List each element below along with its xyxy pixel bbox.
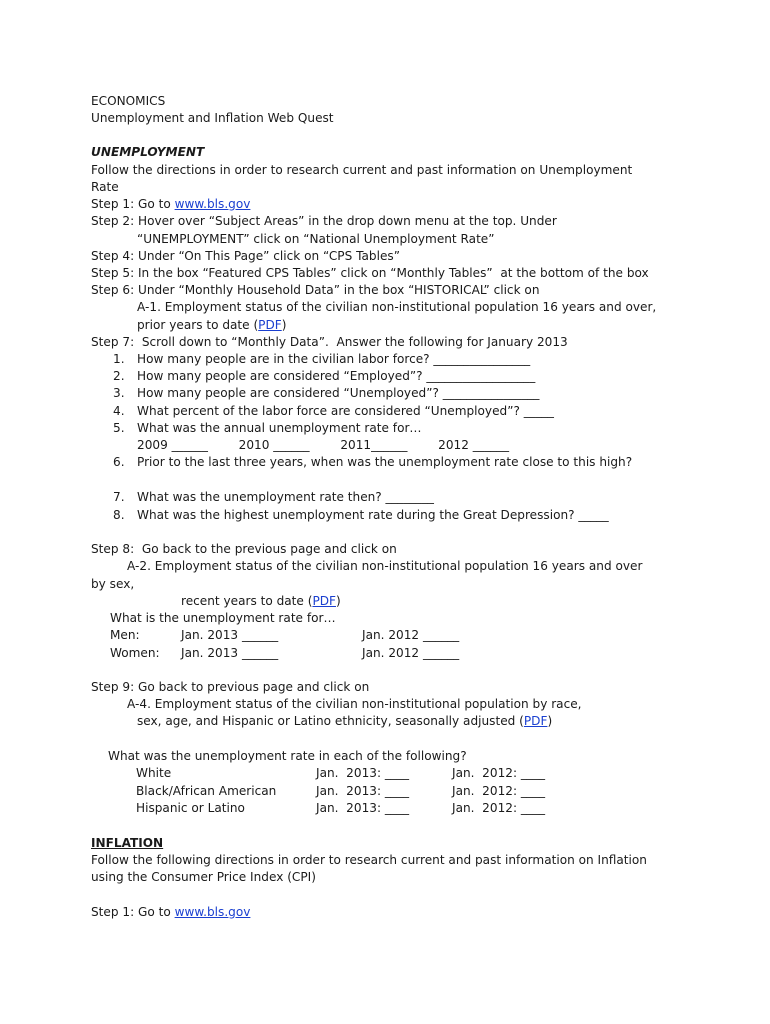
question-5-years: 2009 ______ 2010 ______ 2011______ 2012 ______ — [137, 438, 510, 452]
step-4: Step 4: Under “On This Page” click on “CPS Tables” — [91, 249, 400, 263]
step-6-line3-text: prior years to date ( — [137, 318, 259, 332]
inflation-bls-link[interactable]: www.bls.gov — [174, 905, 251, 919]
men-2013: Jan. 2013 ______ — [181, 628, 279, 642]
inflation-intro-line2: using the Consumer Price Index (CPI) — [91, 870, 316, 884]
step-9-line3-close: ) — [547, 714, 553, 728]
question-4: What percent of the labor force are considered “Unemployed”? _____ — [137, 404, 554, 418]
hispanic-2012: Jan. 2012: ____ — [452, 801, 546, 815]
step-9-line1: Step 9: Go back to previous page and click on — [91, 680, 370, 694]
step-8-line2: A-2. Employment status of the civilian non-institutional population 16 years and over — [127, 559, 643, 573]
question-6-number: 6. — [113, 455, 125, 469]
table-a4-pdf-link[interactable]: PDF — [523, 714, 548, 728]
women-2012: Jan. 2012 ______ — [362, 646, 460, 660]
table-a2-pdf-link[interactable]: PDF — [312, 594, 336, 608]
inflation-heading: INFLATION — [91, 836, 164, 850]
inflation-step-1 — [91, 904, 250, 921]
women-label: Women: — [110, 646, 160, 660]
question-1-number: 1. — [113, 352, 125, 366]
hispanic-2013: Jan. 2013: ____ — [316, 801, 410, 815]
table-a1-pdf-link[interactable]: PDF — [258, 318, 282, 332]
question-5-number: 5. — [113, 421, 125, 435]
bls-link[interactable]: www.bls.gov — [174, 197, 251, 211]
black-label: Black/African American — [136, 784, 277, 798]
step-7: Step 7: Scroll down to “Monthly Data”. Answer the following for January 2013 — [91, 335, 568, 349]
question-2: How many people are considered “Employed”? __________________ — [137, 369, 536, 383]
women-2013: Jan. 2013 ______ — [181, 646, 279, 660]
step-2-line1: Step 2: Hover over “Subject Areas” in the drop down menu at the top. Under — [91, 214, 557, 228]
step-8-question: What is the unemployment rate for… — [110, 611, 336, 625]
step-5: Step 5: In the box “Featured CPS Tables” click on “Monthly Tables” at the bottom of the box — [91, 266, 649, 280]
step-1 — [91, 196, 250, 213]
white-2013: Jan. 2013: ____ — [316, 766, 410, 780]
question-3: How many people are considered “Unemployed”? ________________ — [137, 386, 540, 400]
black-2013: Jan. 2013: ____ — [316, 784, 410, 798]
step-2-line2: “UNEMPLOYMENT” click on “National Unemployment Rate” — [137, 232, 495, 246]
white-label: White — [136, 766, 172, 780]
step-8-line4-text: recent years to date ( — [181, 594, 313, 608]
step-1-text: Step 1: Go to — [91, 197, 175, 211]
question-4-number: 4. — [113, 404, 125, 418]
step-8-line4-close: ) — [336, 594, 341, 608]
step-8-line1: Step 8: Go back to the previous page and click on — [91, 542, 397, 556]
inflation-step-1-text: Step 1: Go to — [91, 905, 175, 919]
unemployment-intro-line1: Follow the directions in order to research current and past information on Unemployment — [91, 163, 633, 177]
step-9-line3 — [137, 713, 552, 730]
step-8-line3: by sex, — [91, 577, 135, 591]
step-8-line4 — [181, 593, 341, 610]
white-2012: Jan. 2012: ____ — [452, 766, 546, 780]
question-7: What was the unemployment rate then? ________ — [137, 490, 434, 504]
hispanic-label: Hispanic or Latino — [136, 801, 245, 815]
unemployment-intro-line2: Rate — [91, 180, 119, 194]
step-9-line3-text: sex, age, and Hispanic or Latino ethnicity, seasonally adjusted ( — [137, 714, 524, 728]
subject-heading: ECONOMICS — [91, 94, 166, 108]
step-9-question: What was the unemployment rate in each of the following? — [108, 749, 467, 763]
inflation-intro-line1: Follow the following directions in order to research current and past information on Inflation — [91, 853, 647, 867]
black-2012: Jan. 2012: ____ — [452, 784, 546, 798]
men-label: Men: — [110, 628, 140, 642]
question-8: What was the highest unemployment rate during the Great Depression? _____ — [137, 508, 609, 522]
question-5: What was the annual unemployment rate for… — [137, 421, 422, 435]
men-2012: Jan. 2012 ______ — [362, 628, 460, 642]
question-1: How many people are in the civilian labor force? ________________ — [137, 352, 531, 366]
step-6-line2: A-1. Employment status of the civilian non-institutional population 16 years and over, — [137, 300, 657, 314]
question-7-number: 7. — [113, 490, 125, 504]
question-6: Prior to the last three years, when was the unemployment rate close to this high? — [137, 455, 633, 469]
step-9-line2: A-4. Employment status of the civilian non-institutional population by race, — [127, 697, 582, 711]
question-3-number: 3. — [113, 386, 125, 400]
step-6-line3-close: ) — [281, 318, 287, 332]
step-6-line1: Step 6: Under “Monthly Household Data” in the box “HISTORICAL” click on — [91, 283, 540, 297]
step-6-line3 — [137, 317, 286, 334]
question-2-number: 2. — [113, 369, 125, 383]
unemployment-heading: UNEMPLOYMENT — [91, 145, 205, 159]
page-title: Unemployment and Inflation Web Quest — [91, 111, 334, 125]
question-8-number: 8. — [113, 508, 125, 522]
